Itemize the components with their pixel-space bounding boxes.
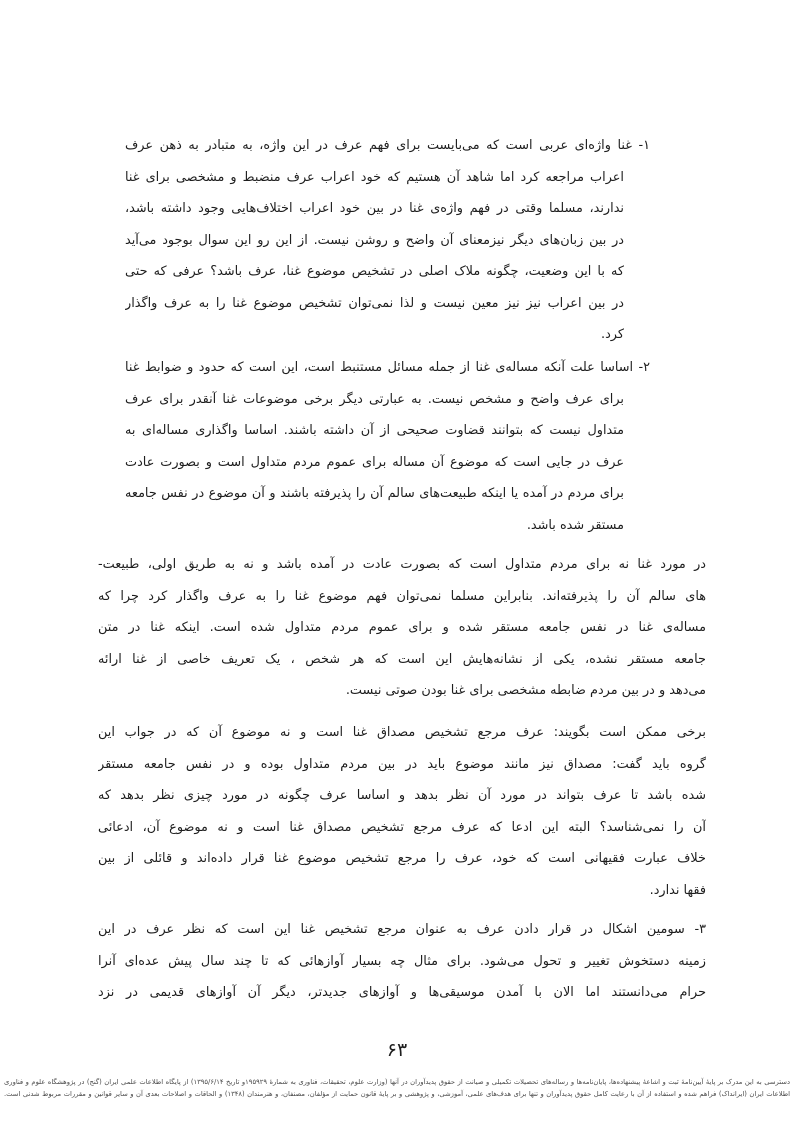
text-line: که با این وضعیت، چگونه ملاک اصلی در تشخیص موضوع غنا، عرف باشد؟ عرفی که حتی xyxy=(125,264,624,279)
paragraph-2 xyxy=(98,717,706,906)
page-number: ۶۳ xyxy=(386,1039,408,1061)
text-line: ۱- غنا واژه‌ای عربی است که می‌بایست برای فهم عرف در این واژه، به متبادر به ذهن عرف xyxy=(125,138,650,153)
paragraph-3 xyxy=(98,914,706,1009)
text-line: شده باشد تا عرف بتواند در مورد آن نظر بدهد و اساسا عرف چگونه در مورد چیزی نظر بدهد که xyxy=(98,788,706,803)
text-line: برای عرف واضح و مشخص نیست. به عبارتی دیگر برخی موضوعات غنا آنقدر برای عرف xyxy=(125,391,624,407)
text-line: زمینه دستخوش تغییر و تحول می‌شود. برای مثال چه بسیار آوازهائی که تا چند سال پیش عده‌ای آنرا xyxy=(98,953,706,969)
text-line: متداول نیست که بتوانند قضاوت صحیحی از آن داشته باشند. اساسا واگذاری مساله‌ای به xyxy=(125,423,624,438)
footer-line: اطلاعات ایران (ایرانداک) فراهم شده و استفاده از آن با رعایت کامل حقوق پدیدآوران و تنها برای هدف‌های علمی، آموزشی، و پژوهشی و بر پایهٔ قانون حمایت از مؤلفان، مصنفان، و هنرمندان (۱۳۴۸) و الحاقات و اصلاحات بعدی آن و سایر قوانین و مقررات مربوط شدنی است. xyxy=(4,1090,790,1098)
text-line: برخی ممکن است بگویند: عرف مرجع تشخیص مصداق غنا است و نه موضوع آن که در جواب این xyxy=(98,725,706,740)
text-line: فقها ندارد. xyxy=(649,882,706,898)
text-line: برای مردم در آمده یا اینکه طبیعت‌های سالم آن را پذیرفته باشند و آن موضوع در نفس جامعه xyxy=(125,486,624,501)
copyright-footer xyxy=(4,1076,790,1100)
list-item-2 xyxy=(125,352,650,541)
text-line: آن را نمی‌شناسد؟ البته این ادعا که عرف مرجع تشخیص مصداق غنا است و نه موضوع آن، ادعائی xyxy=(98,819,706,835)
text-line: مساله‌ی غنا در نفس جامعه مستقر شده و برای عموم مردم متداول شده است. اینکه غنا در متن xyxy=(98,620,706,635)
text-line: ۲- اساسا علت آنکه مساله‌ی غنا از جمله مسائل مستنبط است، این است که حدود و ضوابط غنا xyxy=(125,360,650,375)
paragraph-1 xyxy=(98,549,706,707)
text-line: در بین زبان‌های دیگر نیزمعنای آن واضح و روشن نیست. از این رو این سوال بوجود می‌آید xyxy=(125,232,624,248)
text-line: های سالم آن را پذیرفته‌اند. بنابراین مسلما نمی‌توان فهم موضوع غنا را به عرف واگذار کرد چرا که xyxy=(98,588,706,604)
footer-line: دسترسی به این مدرک بر پایهٔ آیین‌نامهٔ ثبت و اشاعهٔ پیشنهاده‌ها، پایان‌نامه‌ها و رساله‌های تحصیلات تکمیلی و صیانت از حقوق پدیدآوران در آنها (وزارت علوم، تحقیقات، فناوری به شمارهٔ ۱۹۵۹۲۹و تاریخ ۱۳۹۵/۶/۱۴) از پایگاه اطلاعات علمی ایران (گنج) در پژوهشگاه علوم و فناوری xyxy=(4,1078,790,1086)
text-line: در بین اعراب نیز نیز معین نیست و لذا نمی‌توان تشخیص موضوع غنا را به عرف واگذار xyxy=(125,295,624,311)
text-line: کرد. xyxy=(601,327,624,342)
text-line: ندارند، مسلما وقتی در فهم واژه‌ی غنا در بین خود اعراب اختلاف‌هایی وجود داشته باشد، xyxy=(125,201,624,216)
text-line: جامعه مستقر نشده، یکی از نشانه‌هایش این است که هر شخص ، یک تعریف خاصی از غنا ارائه xyxy=(98,651,706,667)
text-line: می‌دهد و در بین مردم ضابطه مشخصی برای غنا بودن صوتی نیست. xyxy=(345,683,706,698)
text-line: ۳- سومین اشکال در قرار دادن عرف به عنوان مرجع تشخیص غنا این است که نظر عرف در این xyxy=(98,922,706,937)
text-line: حرام می‌دانستند اما الان با آمدن موسیقی‌ها و آوازهای جدیدتر، دیگر آن آوازهای قدیمی در نزد xyxy=(98,985,706,1000)
list-item-1 xyxy=(125,130,650,351)
text-line: مستقر شده باشد. xyxy=(526,517,624,533)
text-line: اعراب مراجعه کرد اما شاهد آن هستیم که خود اعراب عرف منضبط و مشخصی برای غنا xyxy=(125,169,624,185)
text-line: عرف در جایی است که موضوع آن مساله برای عموم مردم متداول است و بصورت عادت xyxy=(125,454,624,470)
text-line: خلاف عبارت فقیهانی است که خود، عرف را مرجع تشخیص موضوع غنا قرار داده‌اند و قائلی از بین xyxy=(98,851,706,866)
text-line: گروه باید گفت: مصداق نیز مانند موضوع باید در بین مردم متداول بوده و در نفس جامعه مستقر xyxy=(98,756,706,772)
text-line: در مورد غنا نه برای مردم متداول است که بصورت عادت در آمده باشد و نه به طریق اولی، طبیعت- xyxy=(98,557,706,572)
